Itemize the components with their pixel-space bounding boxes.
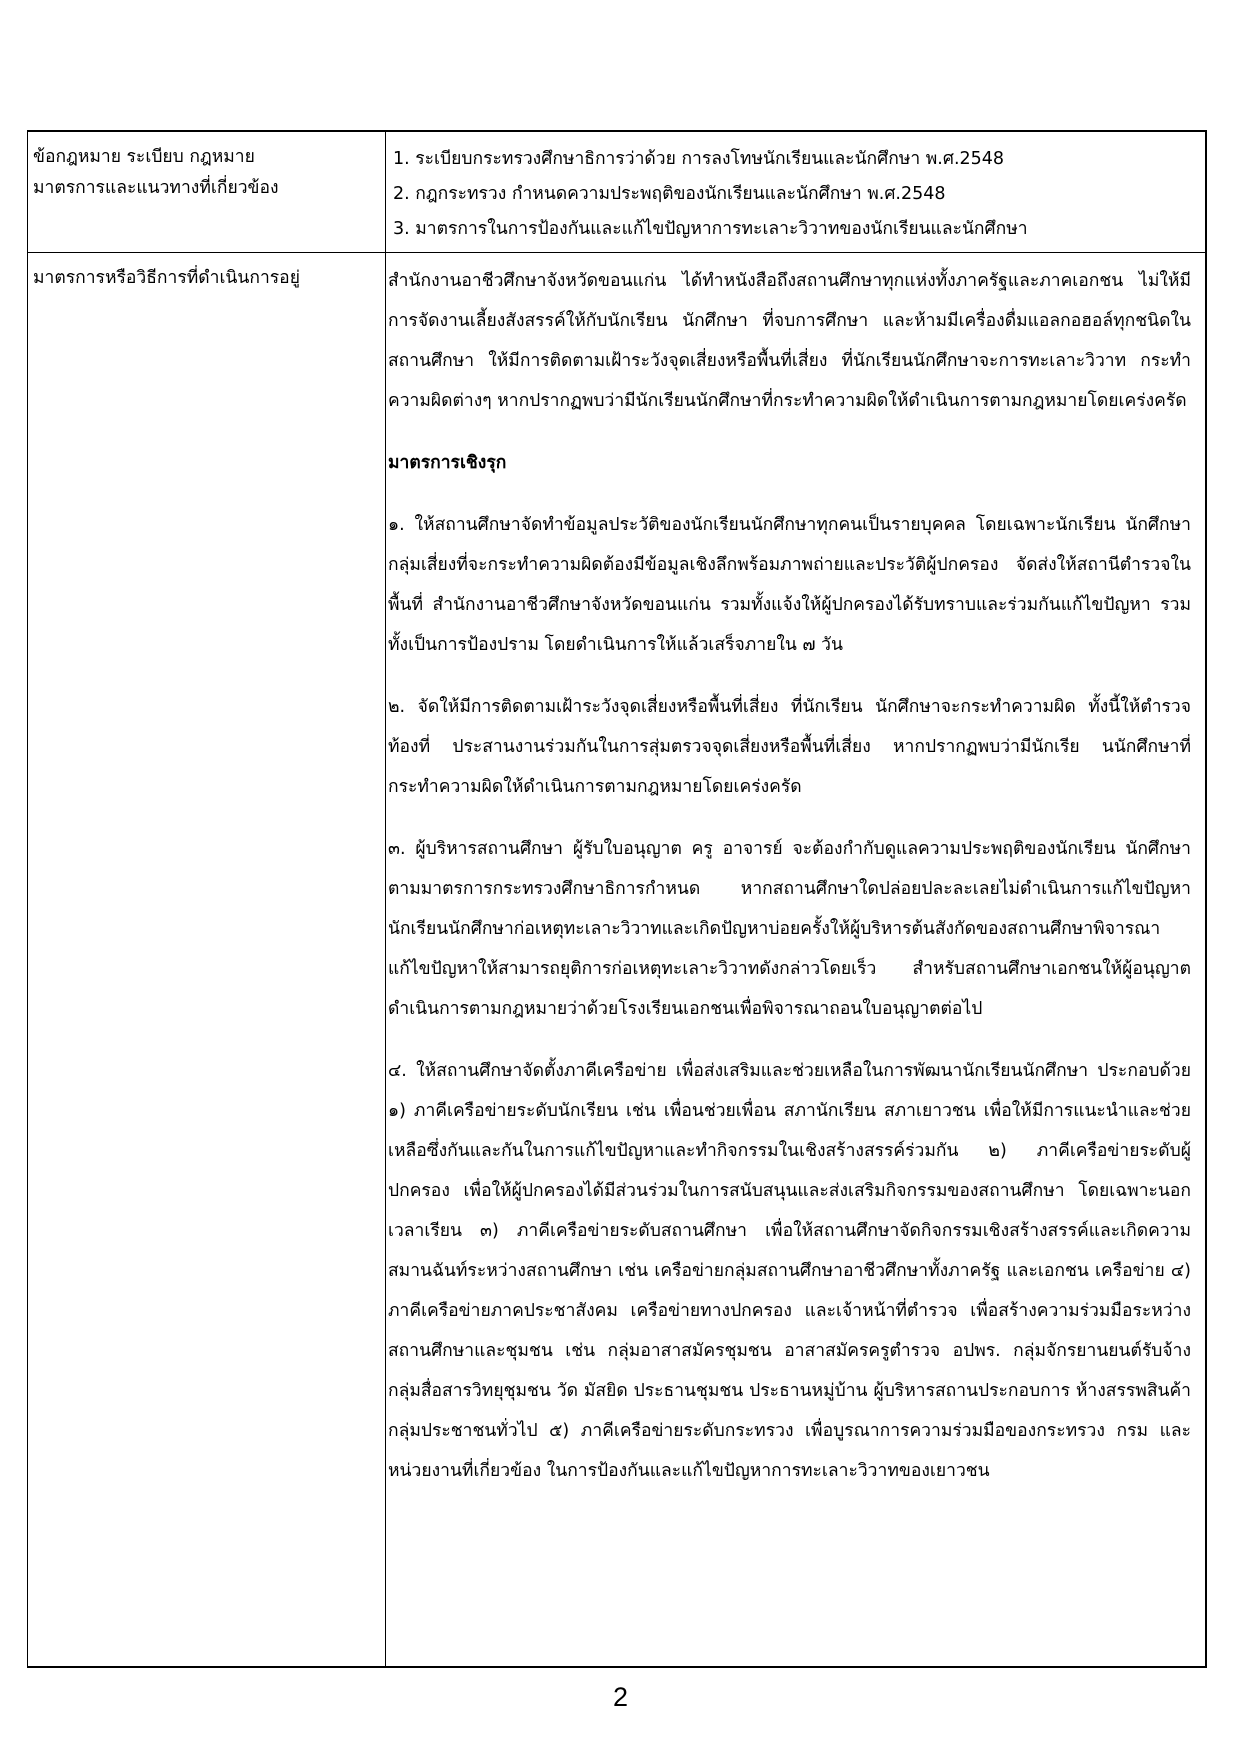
legal-items-cell <box>386 131 1207 253</box>
page-number: 2 <box>612 1682 629 1712</box>
legal-item: 1. ระเบียบกระทรวงศึกษาธิการว่าด้วย การลงโทษนักเรียนและนักศึกษา พ.ศ.2548 <box>393 149 1005 169</box>
legal-label-text: ข้อกฎหมาย ระเบียบ กฎหมาย มาตรการและแนวทางที่เกี่ยวข้อง <box>33 147 279 198</box>
document-table <box>27 130 1207 1668</box>
measures-content-cell <box>386 253 1207 1668</box>
section-heading: มาตรการเชิงรุก <box>388 453 507 473</box>
row-label-measures <box>28 253 386 1668</box>
measure-paragraph: ๓. ผู้บริหารสถานศึกษา ผู้รับใบอนุญาต ครู อาจารย์ จะต้องกำกับดูแลความประพฤติของนักเรียน นักศึกษา ตามมาตรการกระทรวงศึกษาธิการกำหนด หากสถานศึกษาใดปล่อยปละละเลยไม่ดำเนินการแก้ไขปัญหานักเรียนนักศึกษาก่อเหตุทะเลาะวิวาทและเกิดปัญหาบ่อยครั้งให้ผู้บริหารต้นสังกัดของสถานศึกษาพิจารณาแก้ไขปัญหาให้สามารถยุติการก่อเหตุทะเลาะวิวาทดังกล่าวโดยเร็ว สำหรับสถานศึกษาเอกชนให้ผู้อนุญาตดำเนินการตามกฎหมายว่าด้วยโรงเรียนเอกชนเพื่อพิจารณาถอนใบอนุญาตต่อไป <box>388 839 1191 1019</box>
measure-paragraph: ๑. ให้สถานศึกษาจัดทำข้อมูลประวัติของนักเรียนนักศึกษาทุกคนเป็นรายบุคคล โดยเฉพาะนักเรียน นักศึกษา กลุ่มเสี่ยงที่จะกระทำความผิดต้องมีข้อมูลเชิงลึกพร้อมภาพถ่ายและประวัติผู้ปกครอง จัดส่งให้สถานีตำรวจในพื้นที่ สำนักงานอาชีวศึกษาจังหวัดขอนแก่น รวมทั้งแจ้งให้ผู้ปกครองได้รับทราบและร่วมกันแก้ไขปัญหา รวมทั้งเป็นการป้องปราม โดยดำเนินการให้แล้วเสร็จภายใน ๗ วัน <box>388 515 1191 655</box>
measure-paragraph: ๒. จัดให้มีการติดตามเฝ้าระวังจุดเสี่ยงหรือพื้นที่เสี่ยง ที่นักเรียน นักศึกษาจะกระทำความผิด ทั้งนี้ให้ตำรวจท้องที่ ประสานงานร่วมกันในการสุ่มตรวจจุดเสี่ยงหรือพื้นที่เสี่ยง หากปรากฏพบว่ามีนักเรีย นนักศึกษาที่กระทำความผิดให้ดำเนินการตามกฎหมายโดยเคร่งครัด <box>388 697 1191 797</box>
measure-paragraph: ๔. ให้สถานศึกษาจัดตั้งภาคีเครือข่าย เพื่อส่งเสริมและช่วยเหลือในการพัฒนานักเรียนนักศึกษา ประกอบด้วย ๑) ภาคีเครือข่ายระดับนักเรียน เช่น เพื่อนช่วยเพื่อน สภานักเรียน สภาเยาวชน เพื่อให้มีการแนะนำและช่วยเหลือซึ่งกันและกันในการแก้ไขปัญหาและทำกิจกรรมในเชิงสร้างสรรค์ร่วมกัน ๒) ภาคีเครือข่ายระดับผู้ปกครอง เพื่อให้ผู้ปกครองได้มีส่วนร่วมในการสนับสนุนและส่งเสริมกิจกรรมของสถานศึกษา โดยเฉพาะนอกเวลาเรียน ๓) ภาคีเครือข่ายระดับสถานศึกษา เพื่อให้สถานศึกษาจัดกิจกรรมเชิงสร้างสรรค์และเกิดความสมานฉันท์ระหว่างสถานศึกษา เช่น เครือข่ายกลุ่มสถานศึกษาอาชีวศึกษาทั้งภาครัฐ และเอกชน เครือข่าย ๔) ภาคีเครือข่ายภาคประชาสังคม เครือข่ายทางปกครอง และเจ้าหน้าที่ตำรวจ เพื่อสร้างความร่วมมือระหว่างสถานศึกษาและชุมชน เช่น กลุ่มอาสาสมัครชุมชน อาสาสมัครครูตำรวจ อปพร. กลุ่มจักรยานยนต์รับจ้าง กลุ่มสื่อสารวิทยุชุมชน วัด มัสยิด ประธานชุมชน ประธานหมู่บ้าน ผู้บริหารสถานประกอบการ ห้างสรรพสินค้า กลุ่มประชาชนทั่วไป ๕) ภาคีเครือข่ายระดับกระทรวง เพื่อบูรณาการความร่วมมือของกระทรวง กรม และหน่วยงานที่เกี่ยวข้อง ในการป้องกันและแก้ไขปัญหาการทะเลาะวิวาทของเยาวชน <box>388 1061 1191 1481</box>
legal-item: 3. มาตรการในการป้องกันและแก้ไขปัญหาการทะเลาะวิวาทของนักเรียนและนักศึกษา <box>393 219 1028 239</box>
row-label-legal <box>28 131 386 253</box>
table-row <box>28 131 1207 253</box>
measures-label-text: มาตรการหรือวิธีการที่ดำเนินการอยู่ <box>33 268 300 288</box>
legal-item: 2. กฎกระทรวง กำหนดความประพฤติของนักเรียนและนักศึกษา พ.ศ.2548 <box>393 184 946 204</box>
intro-paragraph: สำนักงานอาชีวศึกษาจังหวัดขอนแก่น ได้ทำหนังสือถึงสถานศึกษาทุกแห่งทั้งภาครัฐและภาคเอกชน ไม่ให้มีการจัดงานเลี้ยงสังสรรค์ให้กับนักเรียน นักศึกษา ที่จบการศึกษา และห้ามมีเครื่องดื่มแอลกอฮอล์ทุกชนิดในสถานศึกษา ให้มีการติดตามเฝ้าระวังจุดเสี่ยงหรือพื้นที่เสี่ยง ที่นักเรียนนักศึกษาจะการทะเลาะวิวาท กระทำความผิดต่างๆ หากปรากฏพบว่ามีนักเรียนนักศึกษาที่กระทำความผิดให้ดำเนินการตามกฎหมายโดยเคร่งครัด <box>388 271 1191 411</box>
table-row <box>28 253 1207 1668</box>
